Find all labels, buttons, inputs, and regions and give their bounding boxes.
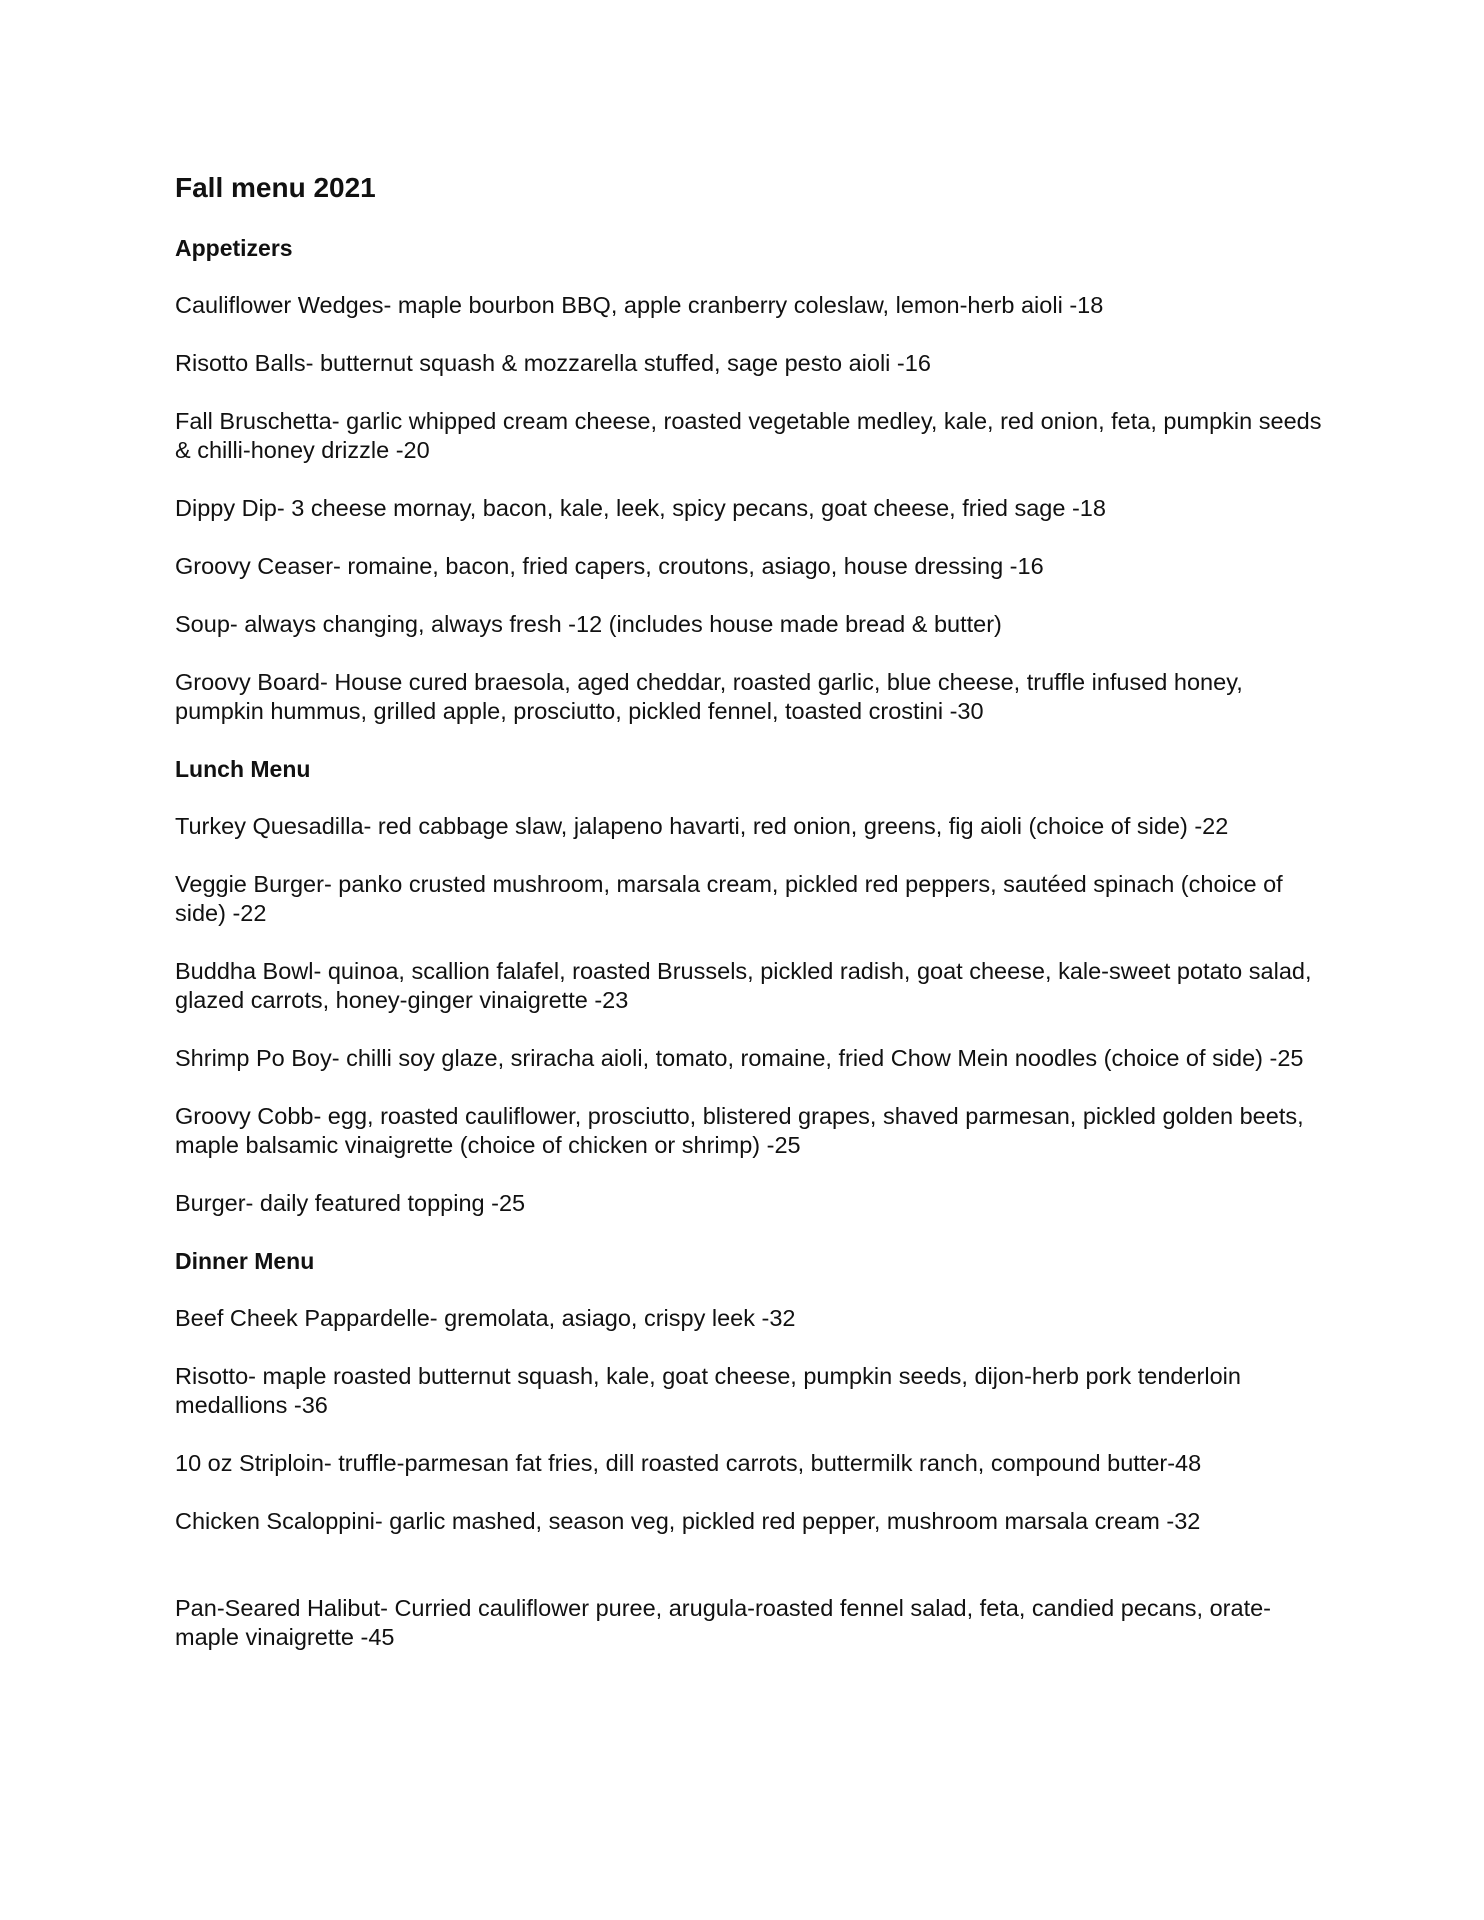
menu-item: Fall Bruschetta- garlic whipped cream cheese, roasted vegetable medley, kale, red onion, feta, pumpkin seeds & chilli-honey drizzle -20	[175, 408, 1322, 463]
menu-item: Burger- daily featured topping -25	[175, 1190, 526, 1216]
menu-item: Cauliflower Wedges- maple bourbon BBQ, apple cranberry coleslaw, lemon-herb aioli -18	[175, 292, 1104, 318]
menu-item: Dippy Dip- 3 cheese mornay, bacon, kale, leek, spicy pecans, goat cheese, fried sage -18	[175, 495, 1106, 521]
menu-item: Pan-Seared Halibut- Curried cauliflower puree, arugula-roasted fennel salad, feta, candied pecans, orate-maple vinaigrette -45	[175, 1595, 1271, 1650]
menu-item: Buddha Bowl- quinoa, scallion falafel, roasted Brussels, pickled radish, goat cheese, kale-sweet potato salad, glazed carrots, honey-ginger vinaigrette -23	[175, 958, 1312, 1013]
menu-item: Groovy Ceaser- romaine, bacon, fried capers, croutons, asiago, house dressing -16	[175, 553, 1044, 579]
menu-item: Risotto Balls- butternut squash & mozzarella stuffed, sage pesto aioli -16	[175, 350, 931, 376]
menu-title: Fall menu 2021	[175, 172, 376, 203]
menu-item: Turkey Quesadilla- red cabbage slaw, jalapeno havarti, red onion, greens, fig aioli (choice of side) -22	[175, 813, 1229, 839]
section-heading-appetizers: Appetizers	[175, 235, 293, 261]
menu-item: Soup- always changing, always fresh -12 (includes house made bread & butter)	[175, 611, 1002, 637]
menu-item: Groovy Cobb- egg, roasted cauliflower, prosciutto, blistered grapes, shaved parmesan, pickled golden beets, maple balsamic vinaigrette (choice of chicken or shrimp) -25	[175, 1103, 1304, 1158]
menu-item: Risotto- maple roasted butternut squash, kale, goat cheese, pumpkin seeds, dijon-herb pork tenderloin medallions -36	[175, 1363, 1241, 1418]
section-heading-dinner: Dinner Menu	[175, 1248, 315, 1274]
menu-item: 10 oz Striploin- truffle-parmesan fat fries, dill roasted carrots, buttermilk ranch, compound butter-48	[175, 1450, 1202, 1476]
menu-item: Beef Cheek Pappardelle- gremolata, asiago, crispy leek -32	[175, 1305, 796, 1331]
section-heading-lunch: Lunch Menu	[175, 756, 311, 782]
menu-item: Chicken Scaloppini- garlic mashed, season veg, pickled red pepper, mushroom marsala cream -32	[175, 1508, 1201, 1534]
menu-document	[175, 170, 1325, 1681]
menu-item: Shrimp Po Boy- chilli soy glaze, sriracha aioli, tomato, romaine, fried Chow Mein noodles (choice of side) -25	[175, 1045, 1304, 1071]
menu-item: Veggie Burger- panko crusted mushroom, marsala cream, pickled red peppers, sautéed spinach (choice of side) -22	[175, 871, 1283, 926]
menu-item: Groovy Board- House cured braesola, aged cheddar, roasted garlic, blue cheese, truffle infused honey, pumpkin hummus, grilled apple, prosciutto, pickled fennel, toasted crostini -30	[175, 669, 1243, 724]
